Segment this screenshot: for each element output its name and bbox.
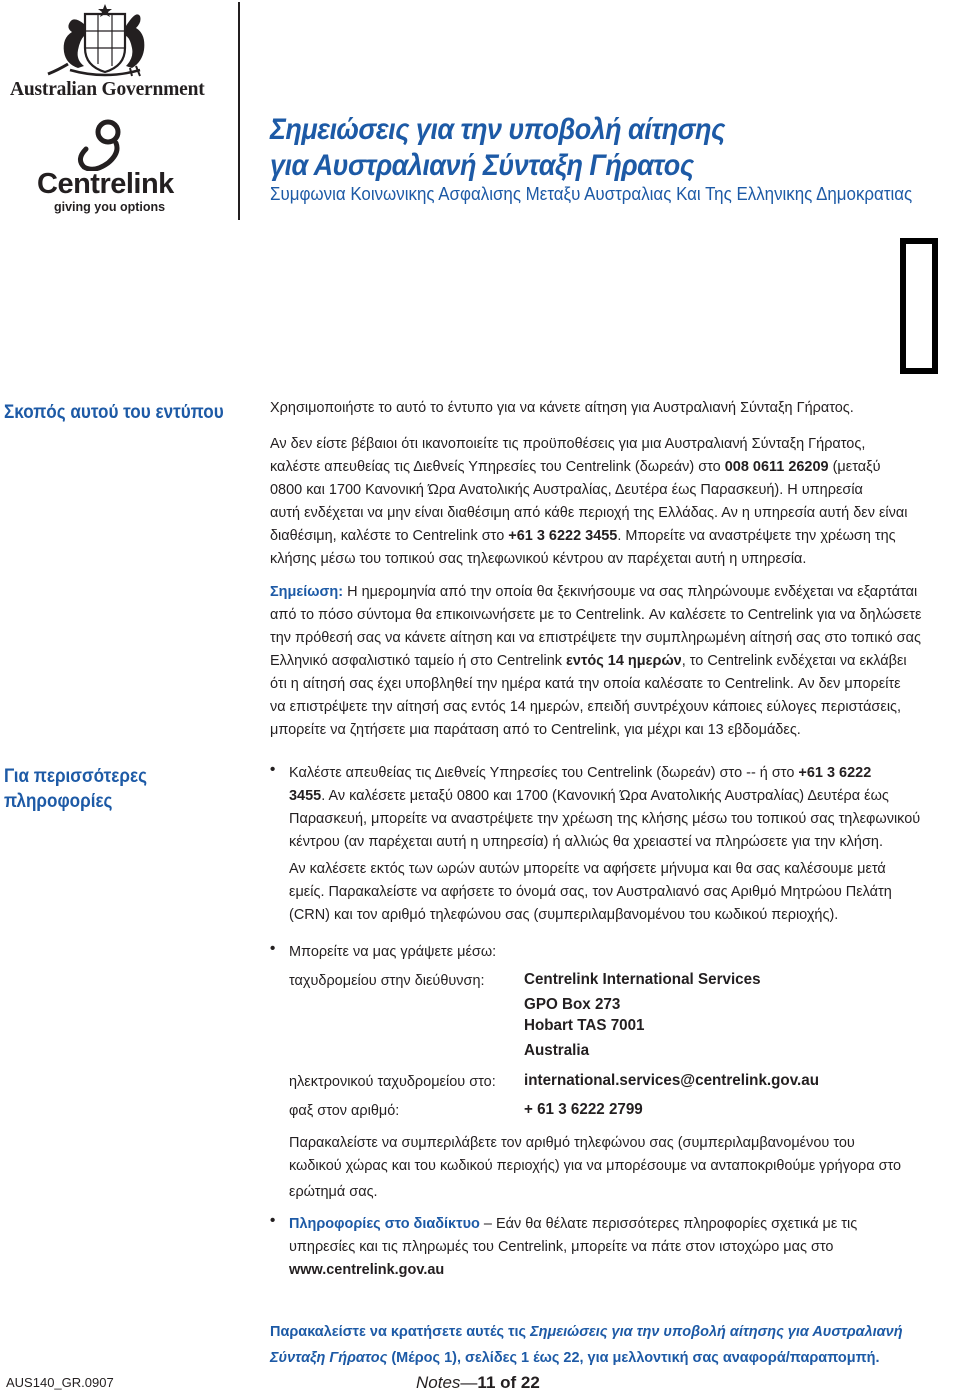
bullet-icon: • bbox=[270, 761, 276, 778]
fax-label: φαξ στον αριθμό: bbox=[289, 1102, 400, 1119]
phone-number: +61 3 6222 bbox=[798, 764, 872, 781]
section-heading-more-info: Για περισσότερες πληροφορίες bbox=[4, 766, 147, 812]
online-info-label: Πληροφορίες στο διαδίκτυο bbox=[289, 1215, 480, 1232]
postal-address-line: Australia bbox=[524, 1042, 590, 1059]
note-line: ότι η αίτησή σας έχει υποβληθεί την ημέρα κατά την οποία καλέσατε το Centrelink. Αν δεν μπορείτε bbox=[270, 675, 901, 692]
bullet-line: κωδικού χώρας και του κωδικού περιοχής) για να μπορέσουμε να ανταποκριθούμε γρήγορα στο bbox=[289, 1157, 902, 1174]
centrelink-tagline: giving you options bbox=[54, 200, 166, 214]
bullet-line: (CRN) και τον αριθμό τηλεφώνου σας (συμπεριλαμβανομένου του κωδικού περιοχής). bbox=[289, 906, 839, 923]
keep-notes-line-2: Σύνταξη Γήρατος (Μέρος 1), σελίδες 1 έως 22, για μελλοντική σας αναφορά/παραπομπή. bbox=[270, 1349, 880, 1366]
page-title-line-1: Σημειώσεις για την υποβολή αίτησης bbox=[270, 113, 725, 146]
postal-address-line: Hobart TAS 7001 bbox=[524, 1017, 645, 1034]
header-divider bbox=[238, 2, 240, 220]
section-heading-purpose: Σκοπός αυτού του εντύπου bbox=[4, 402, 224, 423]
bullet-line: ερώτημά σας. bbox=[289, 1183, 378, 1200]
australian-government-crest bbox=[40, 4, 170, 78]
emphasis: εντός 14 ημερών bbox=[566, 652, 682, 669]
email-label: ηλεκτρονικού ταχυδρομείου στο: bbox=[289, 1073, 496, 1090]
form-code: AUS140_GR.0907 bbox=[6, 1375, 114, 1390]
keep-notes-line-1: Παρακαλείστε να κρατήσετε αυτές τις Σημειώσεις για την υποβολή αίτησης για Αυστραλιανή bbox=[270, 1323, 903, 1340]
purpose-line: Χρησιμοποιήστε το αυτό το έντυπο για να κάνετε αίτηση για Αυστραλιανή Σύνταξη Γήρατος. bbox=[270, 399, 854, 416]
fax-number: + 61 3 6222 2799 bbox=[524, 1101, 643, 1118]
purpose-para-line: κλήσης μέσω του τοπικού σας τηλεφωνικού κέντρου αν παρέχεται αυτή η υπηρεσία. bbox=[270, 550, 807, 567]
purpose-para-line: αυτή ενδέχεται να μην είναι διαθέσιμη από κάθε περιοχή της Ελλάδας. Αν η υπηρεσία αυτή δεν είναι bbox=[270, 504, 908, 521]
bullet-line: Μπορείτε να μας γράψετε μέσω: bbox=[289, 943, 497, 960]
note-label: Σημείωση: bbox=[270, 583, 344, 600]
page-indicator: Notes—11 of 22 bbox=[416, 1373, 540, 1392]
bullet-line: Καλέστε απευθείας τις Διεθνείς Υπηρεσίες του Centrelink (δωρεάν) στο -- ή στο +61 3 6222 bbox=[289, 764, 872, 781]
note-line: Σημείωση: Η ημερομηνία από την οποία θα ξεκινήσουμε να σας πληρώνουμε ενδέχεται να εξαρτάται bbox=[270, 583, 918, 600]
bullet-line: υπηρεσίες και τις πληρωμές του Centrelink, μπορείτε να πάτε στον ιστοχώρο μας στο bbox=[289, 1238, 834, 1255]
postal-address-line: Centrelink International Services bbox=[524, 971, 761, 988]
purpose-para-line: διαθέσιμη, καλέστε το Centrelink στο +61 3 6222 3455. Μπορείτε να αναστρέψετε την χρέωση της bbox=[270, 527, 896, 544]
answer-box bbox=[900, 238, 938, 374]
note-line: μπορείτε να ζητήσετε μια παράταση από το Centrelink, για μέχρι και 13 εβδομάδες. bbox=[270, 721, 801, 738]
purpose-para-line: καλέστε απευθείας τις Διεθνείς Υπηρεσίες του Centrelink (δωρεάν) στο 008 0611 26209 (μεταξύ bbox=[270, 458, 881, 475]
note-line: την πρόθεσή σας να κάνετε αίτηση και να επιστρέψετε την συμπληρωμένη αίτησή σας στο τοπικό σας bbox=[270, 629, 921, 646]
email-address: international.services@centrelink.gov.au bbox=[524, 1072, 820, 1089]
note-line: Ελληνικό ασφαλιστικό ταμείο ή στο Centrelink εντός 14 ημερών, το Centrelink ενδέχεται να εκλάβει bbox=[270, 652, 907, 669]
bullet-line: Παρακαλείστε να συμπεριλάβετε τον αριθμό τηλεφώνου σας (συμπεριλαμβανομένου του bbox=[289, 1134, 855, 1151]
phone-number: +61 3 6222 3455 bbox=[508, 527, 618, 544]
phone-number: 3455 bbox=[289, 787, 322, 804]
bullet-line: κέντρου (αν παρέχεται αυτή η υπηρεσία) ή αλλιώς θα χρειαστεί να πληρώσετε για την κλήση. bbox=[289, 833, 883, 850]
page-subtitle: Συμφωνια Κοινωνικης Ασφαλισης Μεταξυ Αυστραλιας Και Της Ελληνικης Δημοκρατιας bbox=[270, 184, 913, 204]
bullet-icon: • bbox=[270, 1212, 276, 1229]
phone-number: 008 0611 26209 bbox=[724, 458, 829, 475]
note-line: να επιστρέψετε την αίτησή σας εντός 14 ημερών, επειδή συντρέχουν κάποιες εύλογες περιστάσεις, bbox=[270, 698, 902, 715]
postal-label: ταχυδρομείου στην διεύθυνση: bbox=[289, 972, 485, 989]
bullet-line: Πληροφορίες στο διαδίκτυο – Εάν θα θέλατε περισσότερες πληροφορίες σχετικά με τις bbox=[289, 1215, 858, 1232]
bullet-line: Παρασκευή, μπορείτε να αναστρέψετε την χρέωση της κλήσης μέσω του τοπικού σας τηλεφωνικού bbox=[289, 810, 921, 827]
bullet-line: 3455. Αν καλέσετε μεταξύ 0800 και 1700 (Κανονική Ώρα Ανατολικής Αυστραλίας) Δευτέρα έως bbox=[289, 787, 889, 804]
centrelink-logo-icon bbox=[74, 119, 132, 171]
note-line: από το πόσο σύντομα θα επικοινωνήσετε με το Centrelink. Αν καλέσετε το Centrelink για να δηλώσετε bbox=[270, 606, 922, 623]
purpose-para-line: Αν δεν είστε βέβαιοι ότι ικανοποιείτε τις προϋποθέσεις για μια Αυστραλιανή Σύνταξη Γήρατος, bbox=[270, 435, 866, 452]
bullet-line: εμείς. Παρακαλείστε να αφήσετε το όνομά σας, τον Αυστραλιανό σας Αριθμό Μητρώου Πελάτη bbox=[289, 883, 892, 900]
bullet-icon: • bbox=[270, 940, 276, 957]
page-title-line-2: για Αυστραλιανή Σύνταξη Γήρατος bbox=[270, 149, 694, 182]
centrelink-wordmark: Centrelink bbox=[37, 168, 174, 200]
purpose-para-line: 0800 και 1700 Κανονική Ώρα Ανατολικής Αυστραλίας, Δευτέρα έως Παρασκευή). Η υπηρεσία bbox=[270, 481, 863, 498]
government-name: Australian Government bbox=[10, 79, 205, 100]
postal-address-line: GPO Box 273 bbox=[524, 996, 621, 1013]
website-link[interactable]: www.centrelink.gov.au bbox=[289, 1261, 445, 1278]
bullet-line: Αν καλέσετε εκτός των ωρών αυτών μπορείτε να αφήσετε μήνυμα και θα σας καλέσουμε μετά bbox=[289, 860, 886, 877]
